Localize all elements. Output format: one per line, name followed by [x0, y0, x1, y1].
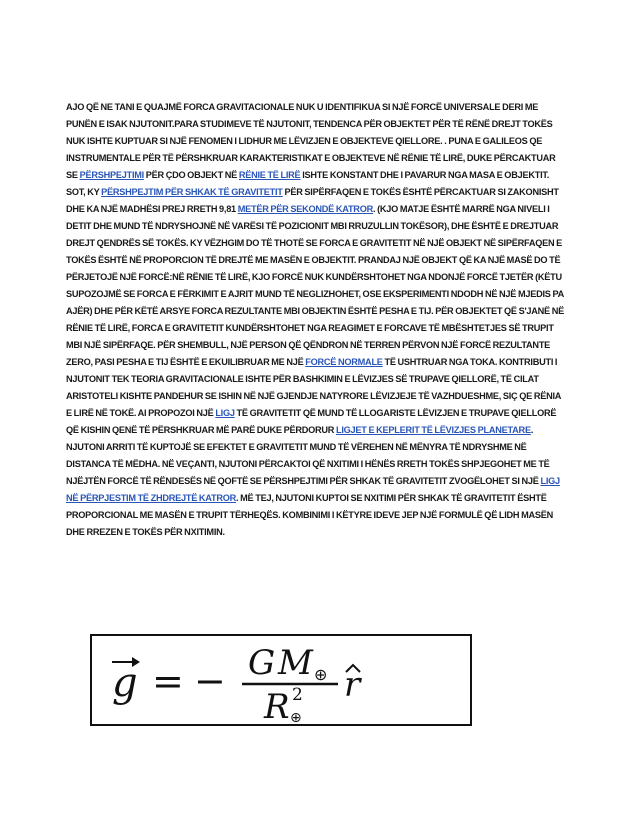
text-segment: . (KJO MATJE ËSHTË MARRË NGA NIVELI I DETIT DHE MUND TË NDRYSHOJNË NË VARËSI TË POZICIONIT MBI RRUZULLIN TOKËSOR), DHE ËSHTË E DREJTUAR DREJT QENDRËS SË TOKËS. KY VËZHGIM DO TË THOTË SE FORCA E GRAVITETIT NË NJË OBJEKT NË SIPËRFAQEN E TOKËS ËSHTË NË PROPORCION TË DREJTË ME MASËN E OBJEKTIT. PRANDAJ NJË OBJEKT QË KA NJË MASË DO TË PËRJETOJË NJË FORCË:NË RËNIE TË LIRË, KJO FORCË NUK KUNDËRSHTOHET NGA NDONJË FORCË TJETËR (KËTU SUPOZOJMË SE FORCA E FËRKIMIT E AJRIT MUND TË NEGLIZHOHET, OSE EKSPERIMENTI NDODH NË NJË MJEDIS PA AJËR) DHE PËR KËTË ARSYE FORCA REZULTANTE MBI OBJEKTIN ËSHTË PESHA E TIJ. PËR OBJEKTET QË S'JANË NË RËNIE TË LIRË, FORCA E GRAVITETIT KUNDËRSHTOHET NGA REAGIMET E FORCAVE TË MBËSHTETJES SË TRUPIT MBI NJË SIPËRFAQE. PËR SHEMBULL, NJË PERSON QË QËNDRON NË TERREN PËRVON NJË FORCË REZULTANTE ZERO, PASI PESHA E TIJ ËSHTË E EKUILIBRUAR ME NJË — [66, 204, 564, 367]
link-ligjet-e-keplerit[interactable]: LIGJET E KEPLERIT TË LËVIZJES PLANETARE — [335, 425, 531, 435]
text-segment: . NJUTONI ARRITI TË KUPTOJË SE EFEKTET E GRAVITETIT MUND TË VËREHEN NË MËNYRA TË NDRYSHME NË DISTANCA TË MËDHA. NË VEÇANTI, NJUTONI PËRCAKTOI QË NXITIMI I HËNËS RRETH TOKËS SHPJEGOHET ME TË NJËJTËN FORCË TË RËNDESËS NË QOFTË SE PËRSHPEJTIMI PËR SHKAK TË GRAVITETIT ZVOGËLOHET SI NJË — [66, 425, 550, 486]
link-pershpejtim-per-shkak-te-gravitetit[interactable]: PËRSHPEJTIM PËR SHKAK TË GRAVITETIT — [101, 187, 283, 197]
formula-numerator-g: G — [248, 643, 276, 683]
text-segment: PËR ÇDO OBJEKT NË — [143, 170, 239, 180]
text-segment: TË USHTRUAR NGA TOKA. KONTRIBUTI I NJUTONIT TEK TEORIA GRAVITACIONALE ISHTE PËR BASHKIMIN E LËVIZJES SË TRUPAVE QIELLORË, TË CILAT ARISTOTELI KISHTE PANDEHUR SE ISHIN NË NJË GJENDJE NATYRORE LËVIZJEJE TË VAZHDUESHME, SIÇ QE RËNIA E LIRË NË TOKË. AI PROPOZOI NJË — [66, 357, 561, 418]
link-renie-te-lire[interactable]: RËNIE TË LIRË — [238, 170, 301, 180]
link-ligj[interactable]: LIGJ — [215, 408, 235, 418]
link-pershpejtimi[interactable]: PËRSHPEJTIMI — [79, 170, 144, 180]
gravity-formula-image — [90, 634, 472, 726]
formula-lhs-g: g — [112, 660, 138, 706]
formula-numerator-m: M — [278, 643, 313, 683]
text-segment: . MË TEJ, NJUTONI KUPTOI SE NXITIMI PËR SHKAK TË GRAVITETIT ËSHTË PROPORCIONAL ME MASËN E TRUPIT TËRHEQËS. KOMBINIMI I KËTYRE IDEVE JEP NJË FORMULË QË LIDH MASËN DHE RREZEN E TOKËS PËR NXITIMIN. — [66, 493, 554, 537]
text-segment: ISHTE KONSTANT DHE I PAVARUR NGA MASA E OBJEKTIT. SOT, KY — [66, 170, 550, 197]
formula-exponent: 2 — [292, 685, 303, 705]
text-segment: AJO QË NE TANI E QUAJMË FORCA GRAVITACIONALE NUK U IDENTIFIKUA SI NJË FORCË UNIVERSALE DERI ME PUNËN E ISAK NJUTONIT.PARA STUDIMEVE TË NJUTONIT, TENDENCA PËR OBJEKTET PËR TË RËNË DREJT TOKËS NUK ISHTE KUPTUAR SI NJË FENOMEN I LIDHUR ME LËVIZJEN E OBJEKTEVE QIELLORE. . PUNA E GALILEOS QE INSTRUMENTALE PËR TË PËRSHKRUAR KARAKTERISTIKAT E OBJEKTEVE NË RËNIE TË LIRË, DUKE PËRCAKTUAR SE — [66, 102, 556, 180]
gravity-formula — [92, 636, 470, 724]
text-segment: PËR SIPËRFAQEN E TOKËS ËSHTË PËRCAKTUAR SI ZAKONISHT DHE KA NJË MADHËSI PREJ RRETH 9,81 — [66, 187, 559, 214]
link-force-normale[interactable]: FORCË NORMALE — [305, 357, 383, 367]
earth-symbol-icon: ⊕ — [290, 710, 302, 724]
link-meter-per-sekonde-katror[interactable]: METËR PËR SEKONDË KATROR — [237, 204, 373, 214]
formula-equals: = — [152, 659, 184, 703]
link-ligj-ne-perpjestim-te-zhdrejte-katror[interactable]: LIGJ NË PËRPJESTIM TË ZHDREJTË KATROR — [66, 476, 560, 503]
formula-minus: − — [194, 659, 226, 703]
earth-symbol-icon: ⊕ — [314, 665, 328, 684]
body-paragraph — [66, 99, 568, 541]
formula-rhat: r — [344, 665, 361, 705]
text-segment: TË GRAVITETIT QË MUND TË LLOGARISTE LËVIZJEN E TRUPAVE QIELLORË QË KISHIN QENË TË PËRSHKRUAR MË PARË DUKE PËRDORUR — [66, 408, 557, 435]
formula-denominator-r: R — [264, 687, 290, 724]
